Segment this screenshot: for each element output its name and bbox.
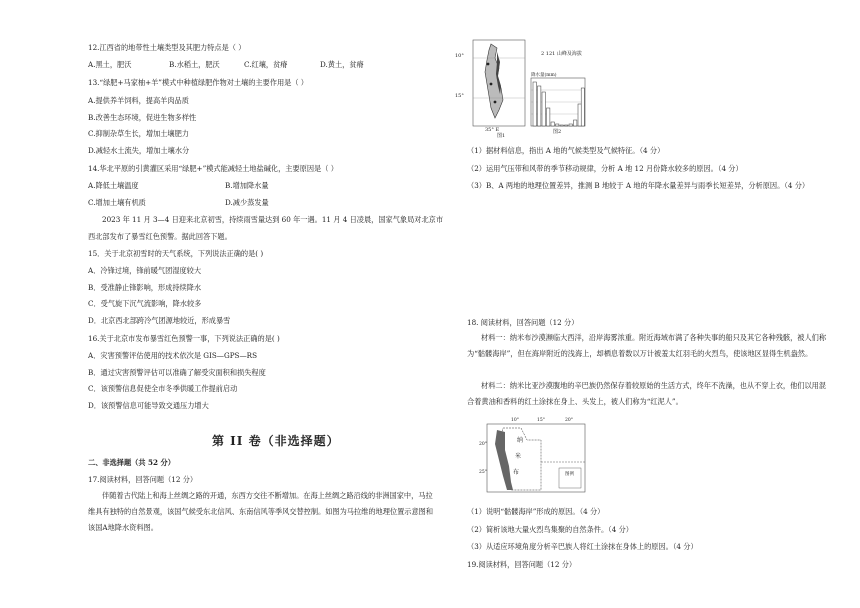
q13-option-d: D.减轻水土流失，增加土壤水分 [88, 146, 190, 155]
q14-stem: 14.华北平原的引黄灌区采用“绿肥+”模式能减轻土地盐碱化，主要原因是（ ） [88, 164, 338, 173]
q14-option-c: C.增加土壤有机质 [88, 198, 146, 207]
q18-item-2: （2）简析该地大量火烈鸟集聚的自然条件。（4 分） [467, 525, 633, 534]
namibia-map-char-2: 米 [515, 453, 522, 460]
q12-option-c: C.红壤，贫瘠 [244, 60, 288, 69]
fig1-lat-label: 10° [455, 53, 464, 59]
namibia-map-svg [481, 420, 589, 496]
q13-option-b: B.改善生态环境，促进生物多样性 [88, 113, 197, 122]
namibia-lon-10: 10° [511, 418, 519, 423]
q12-option-b: B.水稻土，肥沃 [169, 60, 220, 69]
q17-material: 伴随着古代陆上和海上丝绸之路的开通，东西方交往不断增加。在海上丝绸之路沿线的非洲国家中，马拉维具有独特的自然景观，该国气候受东北信风、东南信风等季风交替控制。如图为马拉维的地理位置示意图和该国A地降水资料图。 [88, 491, 434, 532]
q18-item-1: （1）说明“骷髅海岸”形成的原因。（4 分） [467, 507, 605, 516]
q17-item-3: （3）B、A 两地的地理位置差异，推测 B 地较于 A 地的年降水量差异与雨季长短差异，分析原因。（4 分） [467, 181, 810, 190]
q16-option-b: B．通过灾害预警评估可以准确了解受灾面积和损失程度 [88, 368, 266, 377]
figure-rainfall-chart [527, 68, 587, 135]
namibia-map-legend: 图例 [565, 472, 574, 477]
fig1-lon-label: 35° E [485, 127, 500, 133]
q14-option-d: D.减少蒸发量 [225, 198, 269, 207]
q15-option-c: C．受气旋下沉气流影响，降水较多 [88, 299, 202, 308]
namibia-map-char-3: 布 [513, 469, 520, 476]
fig2-ylabel: 降水量(mm) [531, 73, 557, 78]
q15-option-a: A．冷锋过境，锋前暖气团湿度较大 [88, 266, 202, 275]
q16-option-d: D．该预警信息可能导致交通压力增大 [88, 401, 209, 410]
namibia-lon-20: 20° [565, 418, 573, 423]
q17-item-2: （2）运用气压带和风带的季节移动规律，分析 A 地 12 月份降水较多的原因。（4 分） [467, 164, 743, 173]
q18-item-3: （3）从适应环境角度分析辛巴族人将红土涂抹在身体上的原因。（4 分） [467, 542, 698, 551]
q12-option-d: D.黄土，贫瘠 [320, 60, 364, 69]
malawi-map-svg [467, 38, 527, 134]
q15-option-b: B．受准静止锋影响，形成持续降水 [88, 283, 202, 292]
material-a-line2: 西北部发布了暴雪红色预警。据此回答下题。 [88, 232, 232, 241]
namibia-lon-15: 15° [537, 418, 545, 423]
section2-heading: 二、非选择题（共 52 分） [88, 458, 175, 467]
q15-stem: 15．关于北京初雪时的天气系统，下列说法正确的是( ) [88, 249, 264, 258]
figure-namibia-map [481, 420, 589, 496]
namibia-lat-20: 20° [479, 442, 487, 447]
q12-option-a: A.黑土，肥沃 [88, 60, 132, 69]
namibia-lat-25: 25° [479, 470, 487, 475]
q16-option-a: A．灾害预警评估使用的技术依次是 GIS—GPS—RS [88, 351, 258, 360]
q12-stem: 12.江西省的地带性土壤类型及其肥力特点是（ ） [88, 43, 246, 52]
figure-malawi-map [455, 38, 527, 139]
fig1-caption: 图1 [497, 133, 506, 139]
q13-stem: 13.“绿肥+马家柚+羊”模式中种植绿肥作物对土壤的主要作用是（ ） [88, 78, 308, 87]
fig1-lat-label-2: 15° [455, 93, 464, 99]
material-a-line1: 2023 年 11 月 3—4 日迎来北京初雪，持续雨雪量达到 60 年一遇。11 月 4 日凌晨，国家气象局对北京市 [102, 215, 444, 224]
q17-item-1: （1）据材料信息，指出 A 地的气候类型及气候特征。（4 分） [467, 146, 665, 155]
fig1-legend: 2 121 山峰及海拔 [541, 51, 582, 57]
q15-option-d: D．北京西北部跨冷气团源地较近，形成暴雪 [88, 316, 231, 325]
part2-title: 第 II 卷（非选择题） [212, 434, 340, 448]
q16-stem: 16.关于北京市发布暴雪红色预警一事，下列说法正确的是( ) [88, 334, 280, 343]
q16-option-c: C．该预警信息促使全市冬季供暖工作提前启动 [88, 384, 238, 393]
q18-material-1: 材料一：纳米布沙漠濒临大西洋，沿岸海雾浓重。附近海域布满了各种失事的船只及其它各种残骸，被人们称为“骷髅海岸”，但在海岸附近的浅海上，却栖息着数以万计被羞太红羽毛的火烈鸟，使该地区显得生机盎然。 [467, 333, 827, 358]
namibia-map-char-1: 纳 [517, 437, 524, 444]
q13-option-a: A.提供养羊饲料，提高羊肉品质 [88, 96, 189, 105]
fig2-caption: 图2 [553, 129, 562, 135]
q19-heading: 19.阅读材料，回答问题（12 分） [467, 560, 577, 569]
q13-option-c: C.抑制杂草生长，增加土壤肥力 [88, 129, 189, 138]
q17-heading: 17.阅读材料，回答问题（12 分） [88, 475, 198, 484]
q18-heading: 18. 阅读材料，回答问题（12 分） [467, 318, 579, 327]
q14-option-b: B.增加降水量 [225, 181, 269, 190]
q18-material-2: 材料二：纳米比亚沙漠腹地的辛巴族仍然保存着较原始的生活方式，终年不洗澡，也从不穿上衣，他们以用混合着黄油和香料的红土涂抹在身上、头发上，被人们称为“红泥人”。 [467, 381, 827, 406]
q14-option-a: A.降低土壤温度 [88, 181, 139, 190]
